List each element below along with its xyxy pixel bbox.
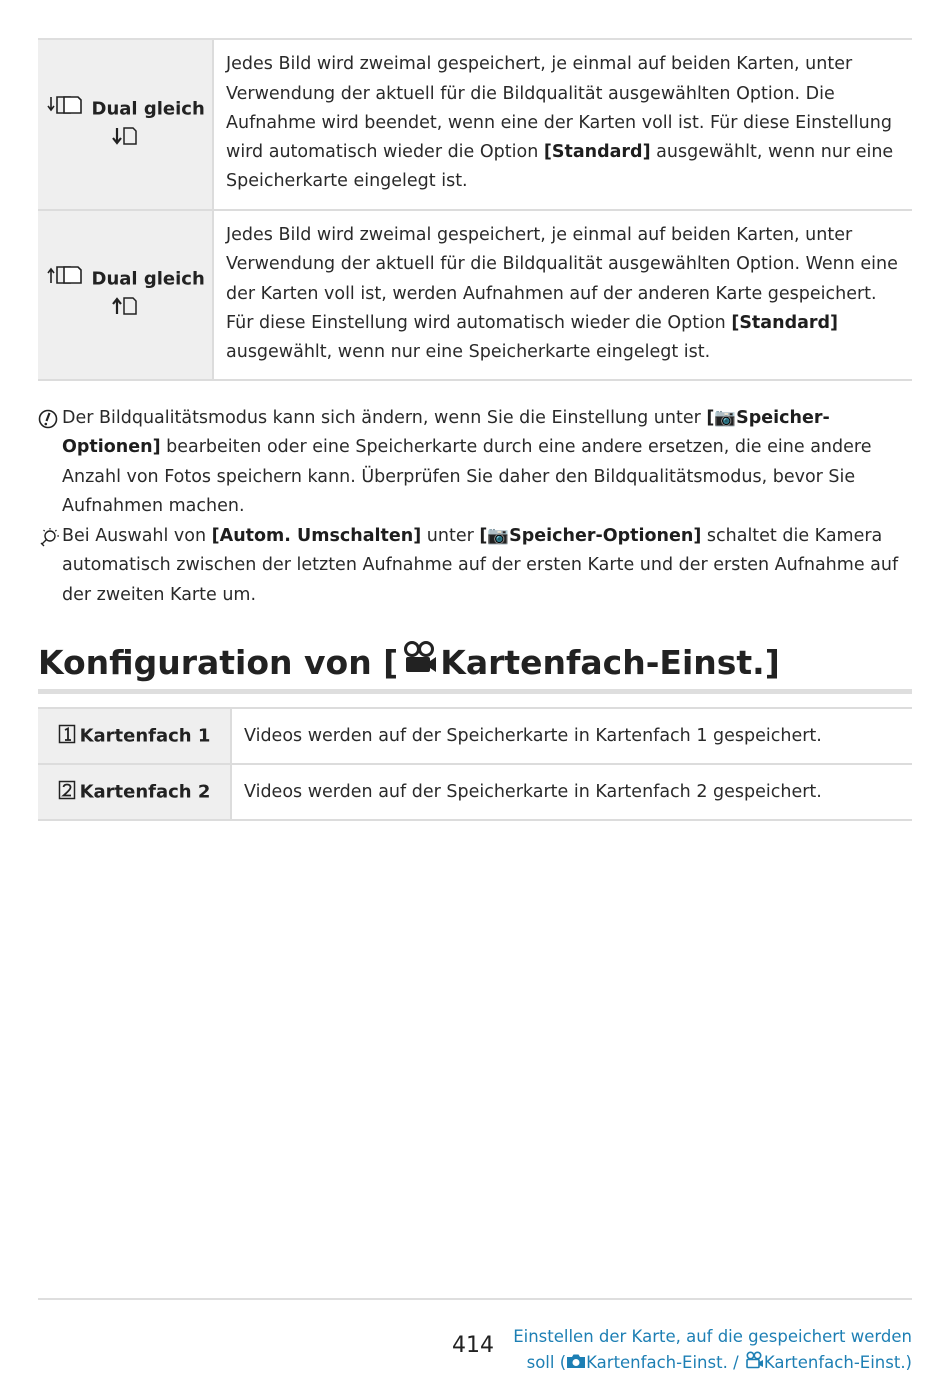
arrow-down-card-icon xyxy=(111,125,139,156)
slot-description: Videos werden auf der Speicherkarte in Kartenfach 1 gespeichert. xyxy=(231,708,912,764)
table-row xyxy=(38,210,912,380)
arrow-up-card-icon xyxy=(111,295,139,326)
dual-same-down-icon xyxy=(45,94,85,125)
speicher-optionen-ref: [📷Speicher-Optionen] xyxy=(62,408,830,458)
speicher-optionen-ref: [📷Speicher-Optionen] xyxy=(479,526,702,547)
slot-1-icon xyxy=(58,724,76,749)
notes xyxy=(38,404,912,611)
slot-label: Kartenfach 1 xyxy=(79,725,211,746)
chapter-link-line1[interactable]: Einstellen der Karte, auf die gespeichert werden xyxy=(513,1327,912,1346)
slot-label-cell xyxy=(38,708,231,764)
dual-options-table xyxy=(38,40,912,381)
tip-note: Bei Auswahl von [Autom. Umschalten] unter [📷Speicher-Optionen] schaltet die Kamera automatisch zwischen der letzten Aufnahme auf der ersten Karte und der ersten Aufnahme auf der zweiten Karte um. xyxy=(38,522,912,610)
option-label: Dual gleich xyxy=(91,98,205,119)
table-row xyxy=(38,708,912,764)
chapter-link[interactable]: Einstellen der Karte, auf die gespeichert werden soll ( Kartenfach-Einst. / Kartenfach-Einst.) xyxy=(512,1324,912,1377)
movie-camera-icon xyxy=(744,1351,764,1377)
option-label-cell xyxy=(38,40,213,210)
page-number: 414 xyxy=(452,1333,494,1358)
slot-table xyxy=(38,707,912,821)
standard-option-ref: [Standard] xyxy=(543,142,651,163)
option-description: Jedes Bild wird zweimal gespeichert, je einmal auf beiden Karten, unter Verwendung der aktuell für die Bildqualität ausgewählten Option. Die Aufnahme wird beendet, wenn eine der Karten voll ist. Für diese Einstellung wird automatisch wieder die Option [Standard] ausgewählt, wenn nur eine Speicherkarte eingelegt ist. xyxy=(226,54,894,192)
section-heading: Konfiguration von [ Kartenfach-Einst.] xyxy=(38,636,780,692)
photo-camera-icon xyxy=(566,1351,586,1377)
table-row xyxy=(38,40,912,210)
movie-camera-icon xyxy=(400,638,438,692)
dual-same-up-icon xyxy=(45,264,85,295)
autom-umschalten-ref: [Autom. Umschalten] xyxy=(211,526,422,547)
option-label: Dual gleich xyxy=(91,268,205,290)
footer-rule xyxy=(38,1298,912,1300)
option-label-cell xyxy=(38,210,213,380)
slot-label: Kartenfach 2 xyxy=(79,781,211,802)
table-row xyxy=(38,764,912,820)
slot-label-cell xyxy=(38,764,231,820)
caution-icon xyxy=(38,409,58,439)
slot-2-icon xyxy=(58,780,76,805)
heading-rule xyxy=(38,689,912,694)
standard-option-ref: [Standard] xyxy=(731,312,839,333)
tip-lightbulb-icon xyxy=(38,527,60,559)
caution-note: Der Bildqualitätsmodus kann sich ändern, wenn Sie die Einstellung unter [📷Speicher-Optionen] bearbeiten oder eine Speicherkarte durch eine andere ersetzen, die eine andere Anzahl von Fotos speichern kann. Überprüfen Sie daher den Bildqualitätsmodus, bevor Sie Aufnahmen machen. xyxy=(38,404,912,521)
option-description: Jedes Bild wird zweimal gespeichert, je einmal auf beiden Karten, unter Verwendung der aktuell für die Bildqualität ausgewählten Option. Wenn eine der Karten voll ist, werden Aufnahmen auf der anderen Karte gespeichert. Für diese Einstellung wird automatisch wieder die Option [Standard] ausgewählt, wenn nur eine Speicherkarte eingelegt ist. xyxy=(213,210,912,380)
slot-description: Videos werden auf der Speicherkarte in Kartenfach 2 gespeichert. xyxy=(231,764,912,820)
